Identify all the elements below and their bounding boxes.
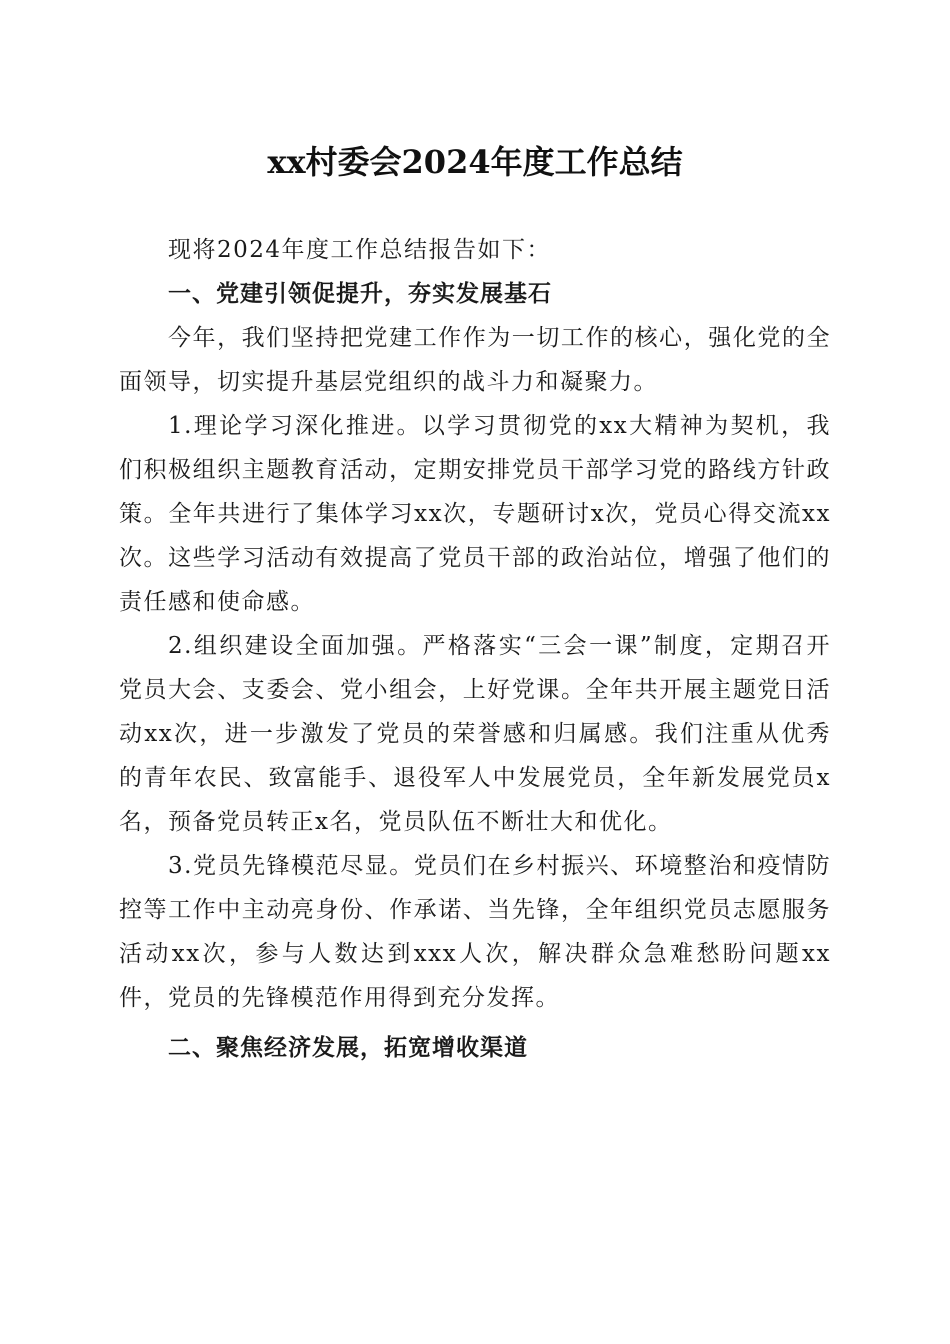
body-paragraph: 3.党员先锋模范尽显。党员们在乡村振兴、环境整治和疫情防控等工作中主动亮身份、作承诺、当先锋，全年组织党员志愿服务活动xx次，参与人数达到xxx人次，解决群众急难愁盼问题xx件，党员的先锋模范作用得到充分发挥。 — [119, 853, 831, 1011]
document-title: xx村委会2024年度工作总结 — [267, 143, 683, 181]
document-body — [119, 228, 831, 1070]
body-paragraph: 2.组织建设全面加强。严格落实“三会一课”制度，定期召开党员大会、支委会、党小组会，上好党课。全年共开展主题党日活动xx次，进一步激发了党员的荣誉感和归属感。我们注重从优秀的青年农民、致富能手、退役军人中发展党员，全年新发展党员x名，预备党员转正x名，党员队伍不断壮大和优化。 — [119, 633, 831, 835]
body-paragraph: 1.理论学习深化推进。以学习贯彻党的xx大精神为契机，我们积极组织主题教育活动，定期安排党员干部学习党的路线方针政策。全年共进行了集体学习xx次，专题研讨x次，党员心得交流xx次。这些学习活动有效提高了党员干部的政治站位，增强了他们的责任感和使命感。 — [119, 413, 831, 615]
section-heading: 二、聚焦经济发展，拓宽增收渠道 — [168, 1035, 528, 1061]
section-heading: 一、党建引领促提升，夯实发展基石 — [168, 281, 552, 307]
intro-paragraph: 现将2024年度工作总结报告如下： — [168, 237, 552, 263]
body-paragraph: 今年，我们坚持把党建工作作为一切工作的核心，强化党的全面领导，切实提升基层党组织的战斗力和凝聚力。 — [119, 325, 831, 395]
